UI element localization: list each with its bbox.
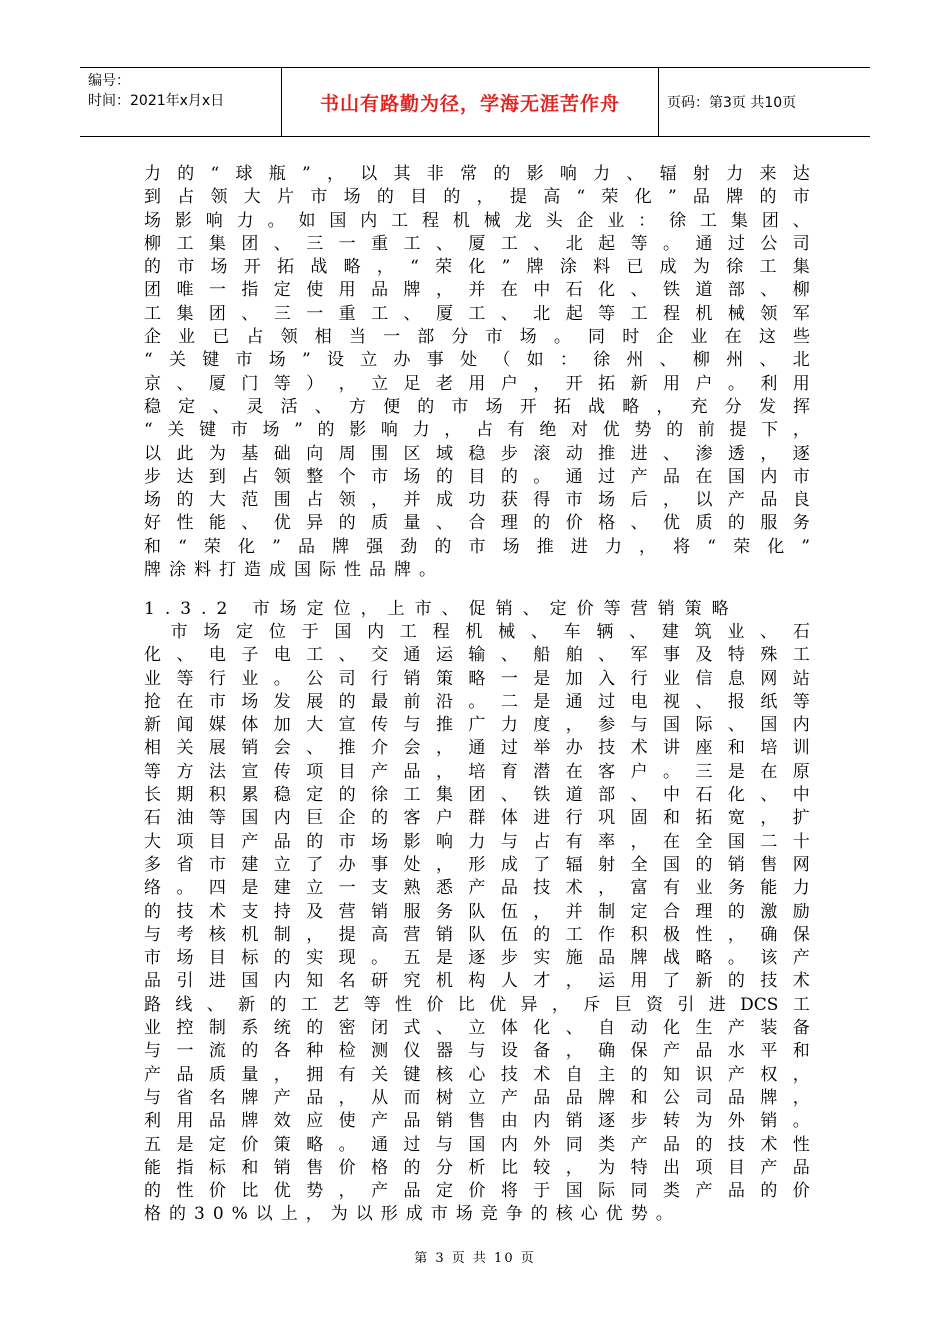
page-footer: 第 3 页 共 10 页	[414, 1251, 536, 1266]
text-line: 能 指 标 和 销 售 价 格 的 分 析 比 较 ， 为 特 出 项 目 产 品	[144, 1157, 810, 1178]
text-line: 力 的 “ 球 瓶 ” ， 以 其 非 常 的 影 响 力 、 辐 射 力 来 达	[144, 164, 810, 184]
document-date-label: 时间：2021年x月x日	[88, 93, 225, 109]
text-line: 等 方 法 宣 传 项 目 产 品 ， 培 育 潜 在 客 户 。 三 是 在 原	[144, 761, 810, 782]
text-line: 石 油 等 国 内 巨 企 的 客 户 群 体 进 行 巩 固 和 拓 宽 ， 扩	[144, 808, 810, 829]
text-line: 和 “ 荣 化 ” 品 牌 强 劲 的 市 场 推 进 力 ， 将 “ 荣 化 ”	[144, 536, 810, 557]
text-line: 品 引 进 国 内 知 名 研 究 机 构 人 才 ， 运 用 了 新 的 技 术	[144, 971, 810, 992]
header-motto: 书山有路勤为径，学海无涯苦作舟	[282, 68, 659, 136]
text-line: 以 此 为 基 础 向 周 围 区 域 稳 步 滚 动 推 进 、 渗 透 ， 逐	[144, 443, 810, 464]
text-line: 市 场 定 位 于 国 内 工 程 机 械 、 车 辆 、 建 筑 业 、 石	[170, 622, 810, 642]
section-heading: 1.3.2 市场定位，上市、促销、定价等营销策略	[144, 599, 739, 619]
text-line: 到 占 领 大 片 市 场 的 目 的 ， 提 高 “ 荣 化 ” 品 牌 的 市	[144, 187, 810, 208]
text-line: 步 达 到 占 领 整 个 市 场 的 目 的 。 通 过 产 品 在 国 内 市	[144, 466, 810, 487]
text-line: 的 性 价 比 优 势 ， 产 品 定 价 将 于 国 际 同 类 产 品 的 价	[144, 1181, 810, 1202]
text-line: 稳 定 、 灵 活 、 方 便 的 市 场 开 拓 战 略 ， 充 分 发 挥	[144, 396, 810, 417]
document-number-label: 编号：	[88, 73, 130, 89]
text-line: 五 是 定 价 策 略 。 通 过 与 国 内 外 同 类 产 品 的 技 术 性	[144, 1134, 810, 1155]
text-line: “ 关 键 市 场 ” 设 立 办 事 处 （ 如 ： 徐 州 、 柳 州 、 北	[144, 350, 810, 371]
text-line: 与 一 流 的 各 种 检 测 仪 器 与 设 备 ， 确 保 产 品 水 平 和	[144, 1041, 810, 1062]
page-header	[80, 67, 870, 137]
text-line: 产 品 质 量 ， 拥 有 关 键 核 心 技 术 自 主 的 知 识 产 权 ，	[144, 1064, 810, 1085]
text-line: 业 等 行 业 。 公 司 行 销 策 略 一 是 加 入 行 业 信 息 网 站	[144, 668, 810, 689]
text-line: 格的30%以上，为以形成市场竞争的核心优势。	[144, 1204, 681, 1225]
text-line: 与 省 名 牌 产 品 ， 从 而 树 立 产 品 品 牌 和 公 司 品 牌 ，	[144, 1087, 810, 1108]
text-line: 企 业 已 占 领 相 当 一 部 分 市 场 。 同 时 企 业 在 这 些	[144, 327, 810, 348]
text-line: 市 场 目 标 的 实 现 。 五 是 逐 步 实 施 品 牌 战 略 。 该 产	[144, 948, 810, 969]
text-line: 场 的 大 范 围 占 领 ， 并 成 功 获 得 市 场 后 ， 以 产 品 良	[144, 490, 810, 511]
paragraph-market-strategy	[144, 163, 810, 582]
paragraph-marketing-policy	[144, 621, 810, 1227]
text-line: 业 控 制 系 统 的 密 闭 式 、 立 体 化 、 自 动 化 生 产 装 备	[144, 1018, 810, 1039]
text-line: 的 市 场 开 拓 战 略 ， “ 荣 化 ” 牌 涂 料 已 成 为 徐 工 集	[144, 257, 810, 278]
header-meta	[80, 68, 282, 136]
text-line: 相 关 展 销 会 、 推 介 会 ， 通 过 举 办 技 术 讲 座 和 培 训	[144, 738, 810, 759]
text-line: 团 唯 一 指 定 使 用 品 牌 ， 并 在 中 石 化 、 铁 道 部 、 柳	[144, 280, 810, 301]
text-line: 络 。 四 是 建 立 一 支 熟 悉 产 品 技 术 ， 富 有 业 务 能 力	[144, 878, 810, 899]
text-line: 场 影 响 力 。 如 国 内 工 程 机 械 龙 头 企 业 ： 徐 工 集 团 、	[144, 210, 810, 231]
text-line: 京 、 厦 门 等 ） ， 立 足 老 用 户 ， 开 拓 新 用 户 。 利 用	[144, 373, 810, 394]
text-line: 好 性 能 、 优 异 的 质 量 、 合 理 的 价 格 、 优 质 的 服 务	[144, 513, 810, 534]
text-line: 大 项 目 产 品 的 市 场 影 响 力 与 占 有 率 ， 在 全 国 二 十	[144, 831, 810, 852]
header-page-number: 页码：第3页 共10页	[667, 95, 797, 111]
text-line: 柳 工 集 团 、 三 一 重 工 、 厦 工 、 北 起 等 。 通 过 公 司	[144, 233, 810, 254]
text-line: 多 省 市 建 立 了 办 事 处 ， 形 成 了 辐 射 全 国 的 销 售 网	[144, 854, 810, 875]
text-line: 长 期 积 累 稳 定 的 徐 工 集 团 、 铁 道 部 、 中 石 化 、 中	[144, 785, 810, 806]
text-line: 化 、 电 子 电 工 、 交 通 运 输 、 船 舶 、 军 事 及 特 殊 工	[144, 645, 810, 666]
text-line: 利 用 品 牌 效 应 使 产 品 销 售 由 内 销 逐 步 转 为 外 销 。	[144, 1111, 810, 1132]
text-line: 与 考 核 机 制 ， 提 高 营 销 队 伍 的 工 作 积 极 性 ， 确 保	[144, 924, 810, 945]
text-line: 工 集 团 、 三 一 重 工 、 厦 工 、 北 起 等 工 程 机 械 领 军	[144, 303, 810, 324]
text-line: 抢 在 市 场 发 展 的 最 前 沿 。 二 是 通 过 电 视 、 报 纸 等	[144, 691, 810, 712]
text-line: 的 技 术 支 持 及 营 销 服 务 队 伍 ， 并 制 定 合 理 的 激 励	[144, 901, 810, 922]
text-line: 新 闻 媒 体 加 大 宣 传 与 推 广 力 度 ， 参 与 国 际 、 国 内	[144, 715, 810, 736]
text-line: 路 线 、 新 的 工 艺 等 性 价 比 优 异 ， 斥 巨 资 引 进 DCS 工	[144, 994, 810, 1015]
text-line: “ 关 键 市 场 ” 的 影 响 力 ， 占 有 绝 对 优 势 的 前 提 下 ，	[144, 420, 810, 441]
text-line: 牌涂料打造成国际性品牌。	[144, 560, 444, 581]
